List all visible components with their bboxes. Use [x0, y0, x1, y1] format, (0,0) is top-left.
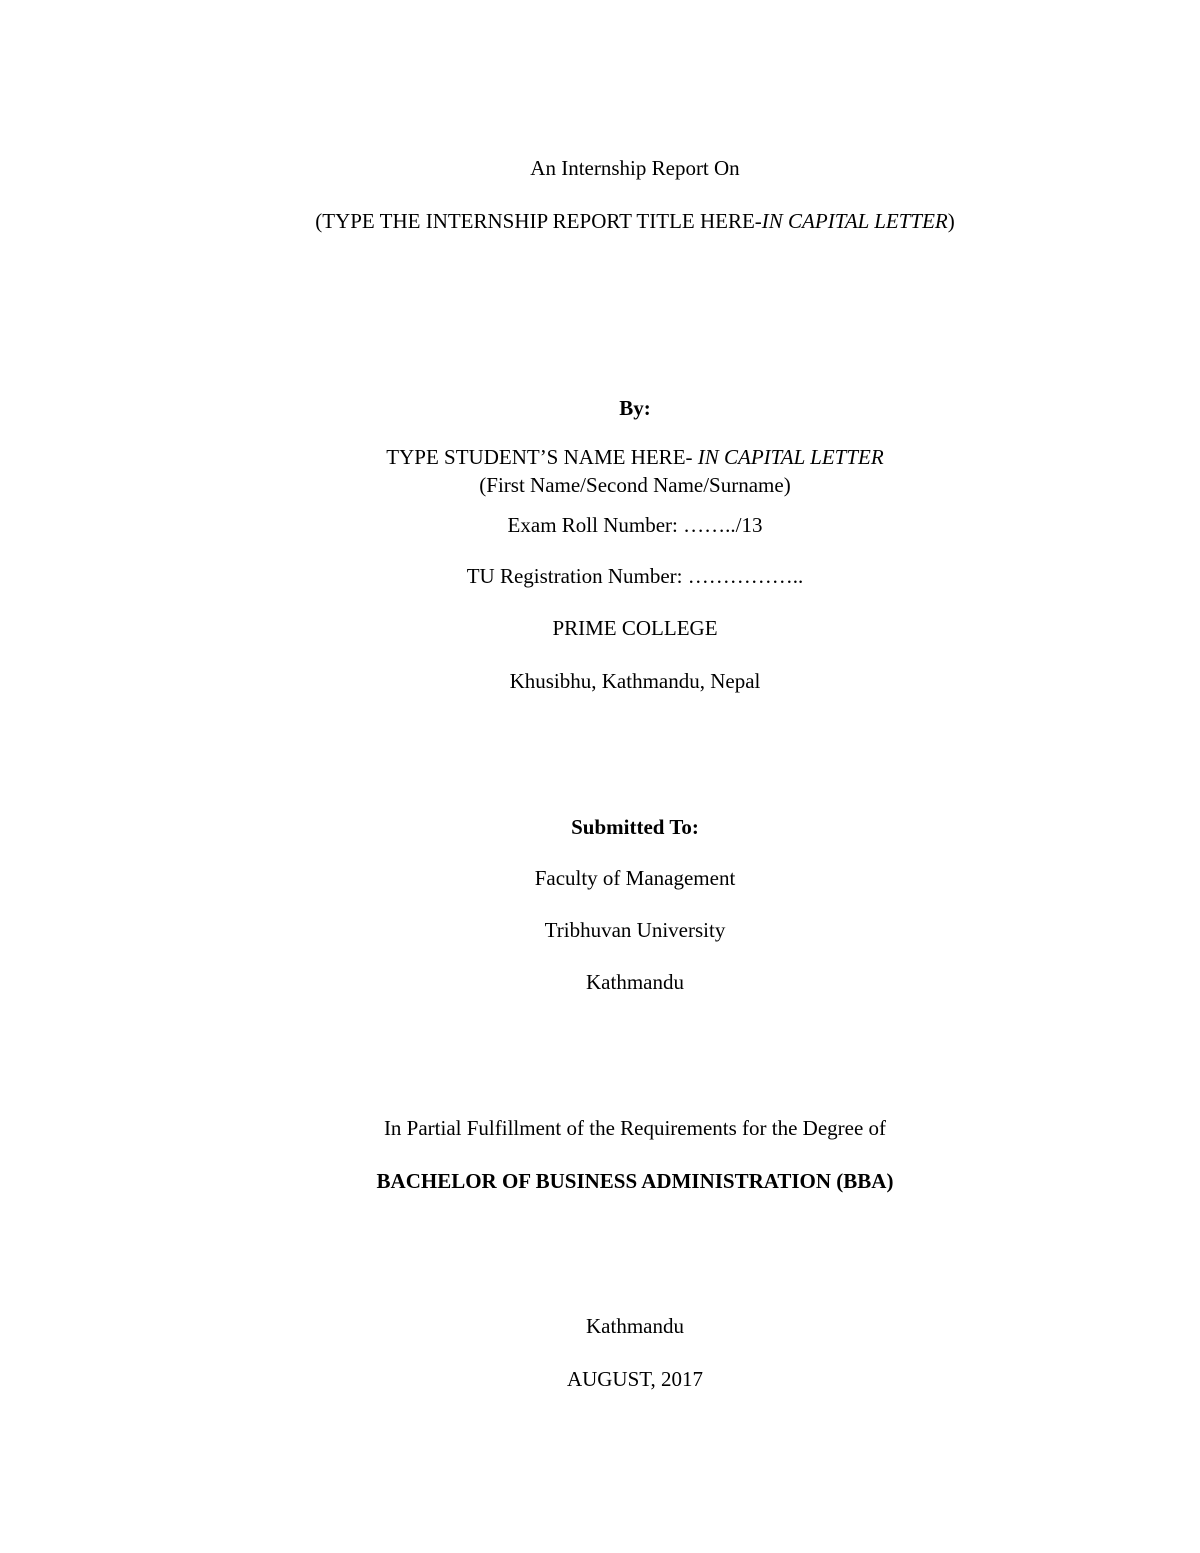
college-address: Khusibhu, Kathmandu, Nepal [509, 669, 761, 693]
report-title-italic: IN CAPITAL LETTER [761, 209, 948, 233]
faculty-name: Faculty of Management [534, 866, 736, 890]
exam-roll-number: Exam Roll Number: ……../13 [507, 513, 763, 537]
student-name [0, 444, 1200, 470]
report-intro: An Internship Report On [530, 156, 740, 180]
student-name-prefix: TYPE STUDENT’S NAME HERE- [386, 445, 698, 469]
degree-name: BACHELOR OF BUSINESS ADMINISTRATION (BBA) [376, 1169, 894, 1193]
name-order-note: (First Name/Second Name/Surname) [479, 473, 791, 497]
submission-date: AUGUST, 2017 [566, 1367, 704, 1391]
submission-place: Kathmandu [586, 1314, 684, 1338]
tu-registration-number: TU Registration Number: …………….. [466, 564, 804, 588]
fulfillment-statement: In Partial Fulfillment of the Requirements for the Degree of [383, 1116, 887, 1140]
report-title-prefix: (TYPE THE INTERNSHIP REPORT TITLE HERE- [315, 209, 762, 233]
by-label: By: [619, 396, 651, 420]
submitted-to-label: Submitted To: [571, 815, 699, 839]
report-title [0, 208, 1200, 234]
report-title-suffix: ) [947, 209, 955, 233]
student-name-italic: IN CAPITAL LETTER [697, 445, 884, 469]
university-name: Tribhuvan University [544, 918, 726, 942]
college-name: PRIME COLLEGE [552, 616, 718, 640]
university-city: Kathmandu [586, 970, 684, 994]
